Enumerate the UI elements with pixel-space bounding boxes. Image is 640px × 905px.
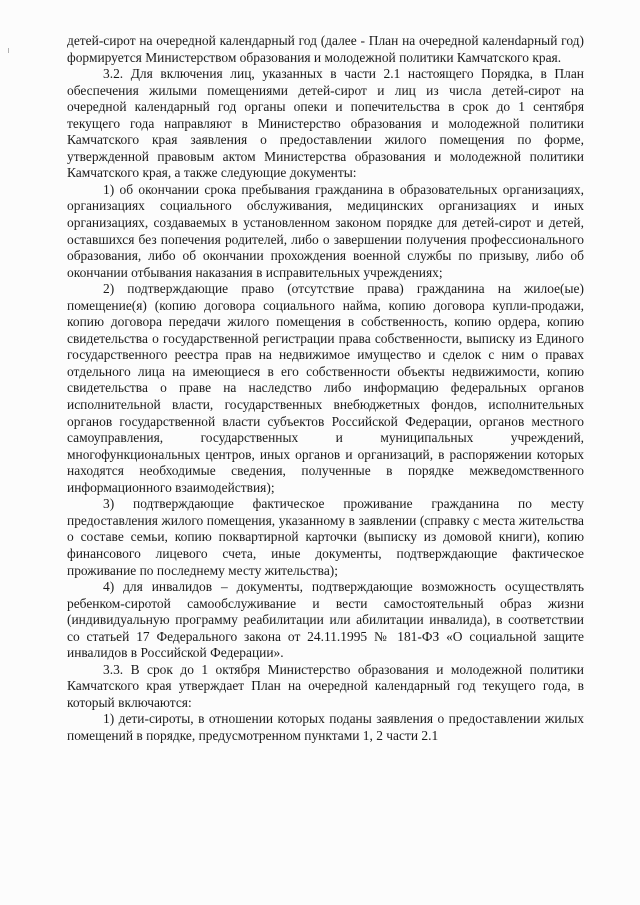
paragraph-item-4: 4) для инвалидов – документы, подтверждающие возможность осуществлять ребенком-сиротой самообслуживание и вести самостоятельный образ жизни (индивидуальную программу реабилитации или абилитации инвалида), в соответствии со статьей 17 Федерального закона от 24.11.1995 № 181-ФЗ «О социальной защите инвалидов в Российской Федерации». — [67, 579, 584, 661]
paragraph-item-2: 2) подтверждающие право (отсутствие права) гражданина на жилое(ые) помещение(я) (копию договора социального найма, копию договора купли-продажи, копию договора передачи жилого помещения в собственность, копию ордера, копию свидетельства о государственной регистрации права собственности, выписку из Единого государственного реестра прав на недвижимое имущество и сделок с ним о правах отдельного лица на имеющиеся в его собственности объекты недвижимости, копию свидетельства о праве на наследство либо информацию федеральных органов исполнительной власти, государственных внебюджетных фондов, исполнительных органов государственной власти субъектов Российской Федерации, органов местного самоуправления, государственных и муниципальных учреждений, многофункциональных центров, иных органов и организаций, в распоряжении которых находятся необходимые сведения, полученные в порядке межведомственного информационного взаимодействия); — [67, 281, 584, 495]
paragraph-3-2: 3.2. Для включения лиц, указанных в части 2.1 настоящего Порядка, в План обеспечения жилыми помещениями детей-сирот и лиц из числа детей-сирот на очередной календарный год органы опеки и попечительства в срок до 1 сентября текущего года направляют в Министерство образования и молодежной политики Камчатского края заявления о предоставлении жилого помещения по форме, утвержденной правовым актом Министерства образования и молодежной политики Камчатского края, а также следующие документы: — [67, 66, 584, 181]
paragraph-plan-definition: детей-сирот на очередной календарный год (далее - План на очередной каленdарный год) формируется Министерством образования и молодежной политики Камчатского края. — [67, 33, 584, 65]
paragraph-item-3: 3) подтверждающие фактическое проживание гражданина по месту предоставления жилого помещения, указанному в заявлении (справку с места жительства о составе семьи, копию поквартирной карточки (выписку из домовой книги), копию финансового лицевого счета, иные документы, подтверждающие фактическое проживание по последнему месту жительства); — [67, 496, 584, 578]
paragraph-item-1: 1) об окончании срока пребывания гражданина в образовательных организациях, организациях социального обслуживания, медицинских организациях и иных организациях, создаваемых в установленном законом порядке для детей-сирот и детей, оставшихся без попечения родителей, либо о завершении получения профессионального образования, либо об окончании прохождения военной службы по призыву, либо об окончании отбывания наказания в исправительных учреждениях; — [67, 181, 584, 280]
document-body — [67, 33, 584, 745]
paragraph-3-3-item-1: 1) дети-сироты, в отношении которых поданы заявления о предоставлении жилых помещений в порядке, предусмотренном пунктами 1, 2 части 2.1 — [67, 711, 584, 743]
paragraph-3-3: 3.3. В срок до 1 октября Министерство образования и молодежной политики Камчатского края утверждает План на очередной календарный год текущего года, в который включаются: — [67, 661, 584, 710]
margin-mark — [8, 48, 9, 53]
